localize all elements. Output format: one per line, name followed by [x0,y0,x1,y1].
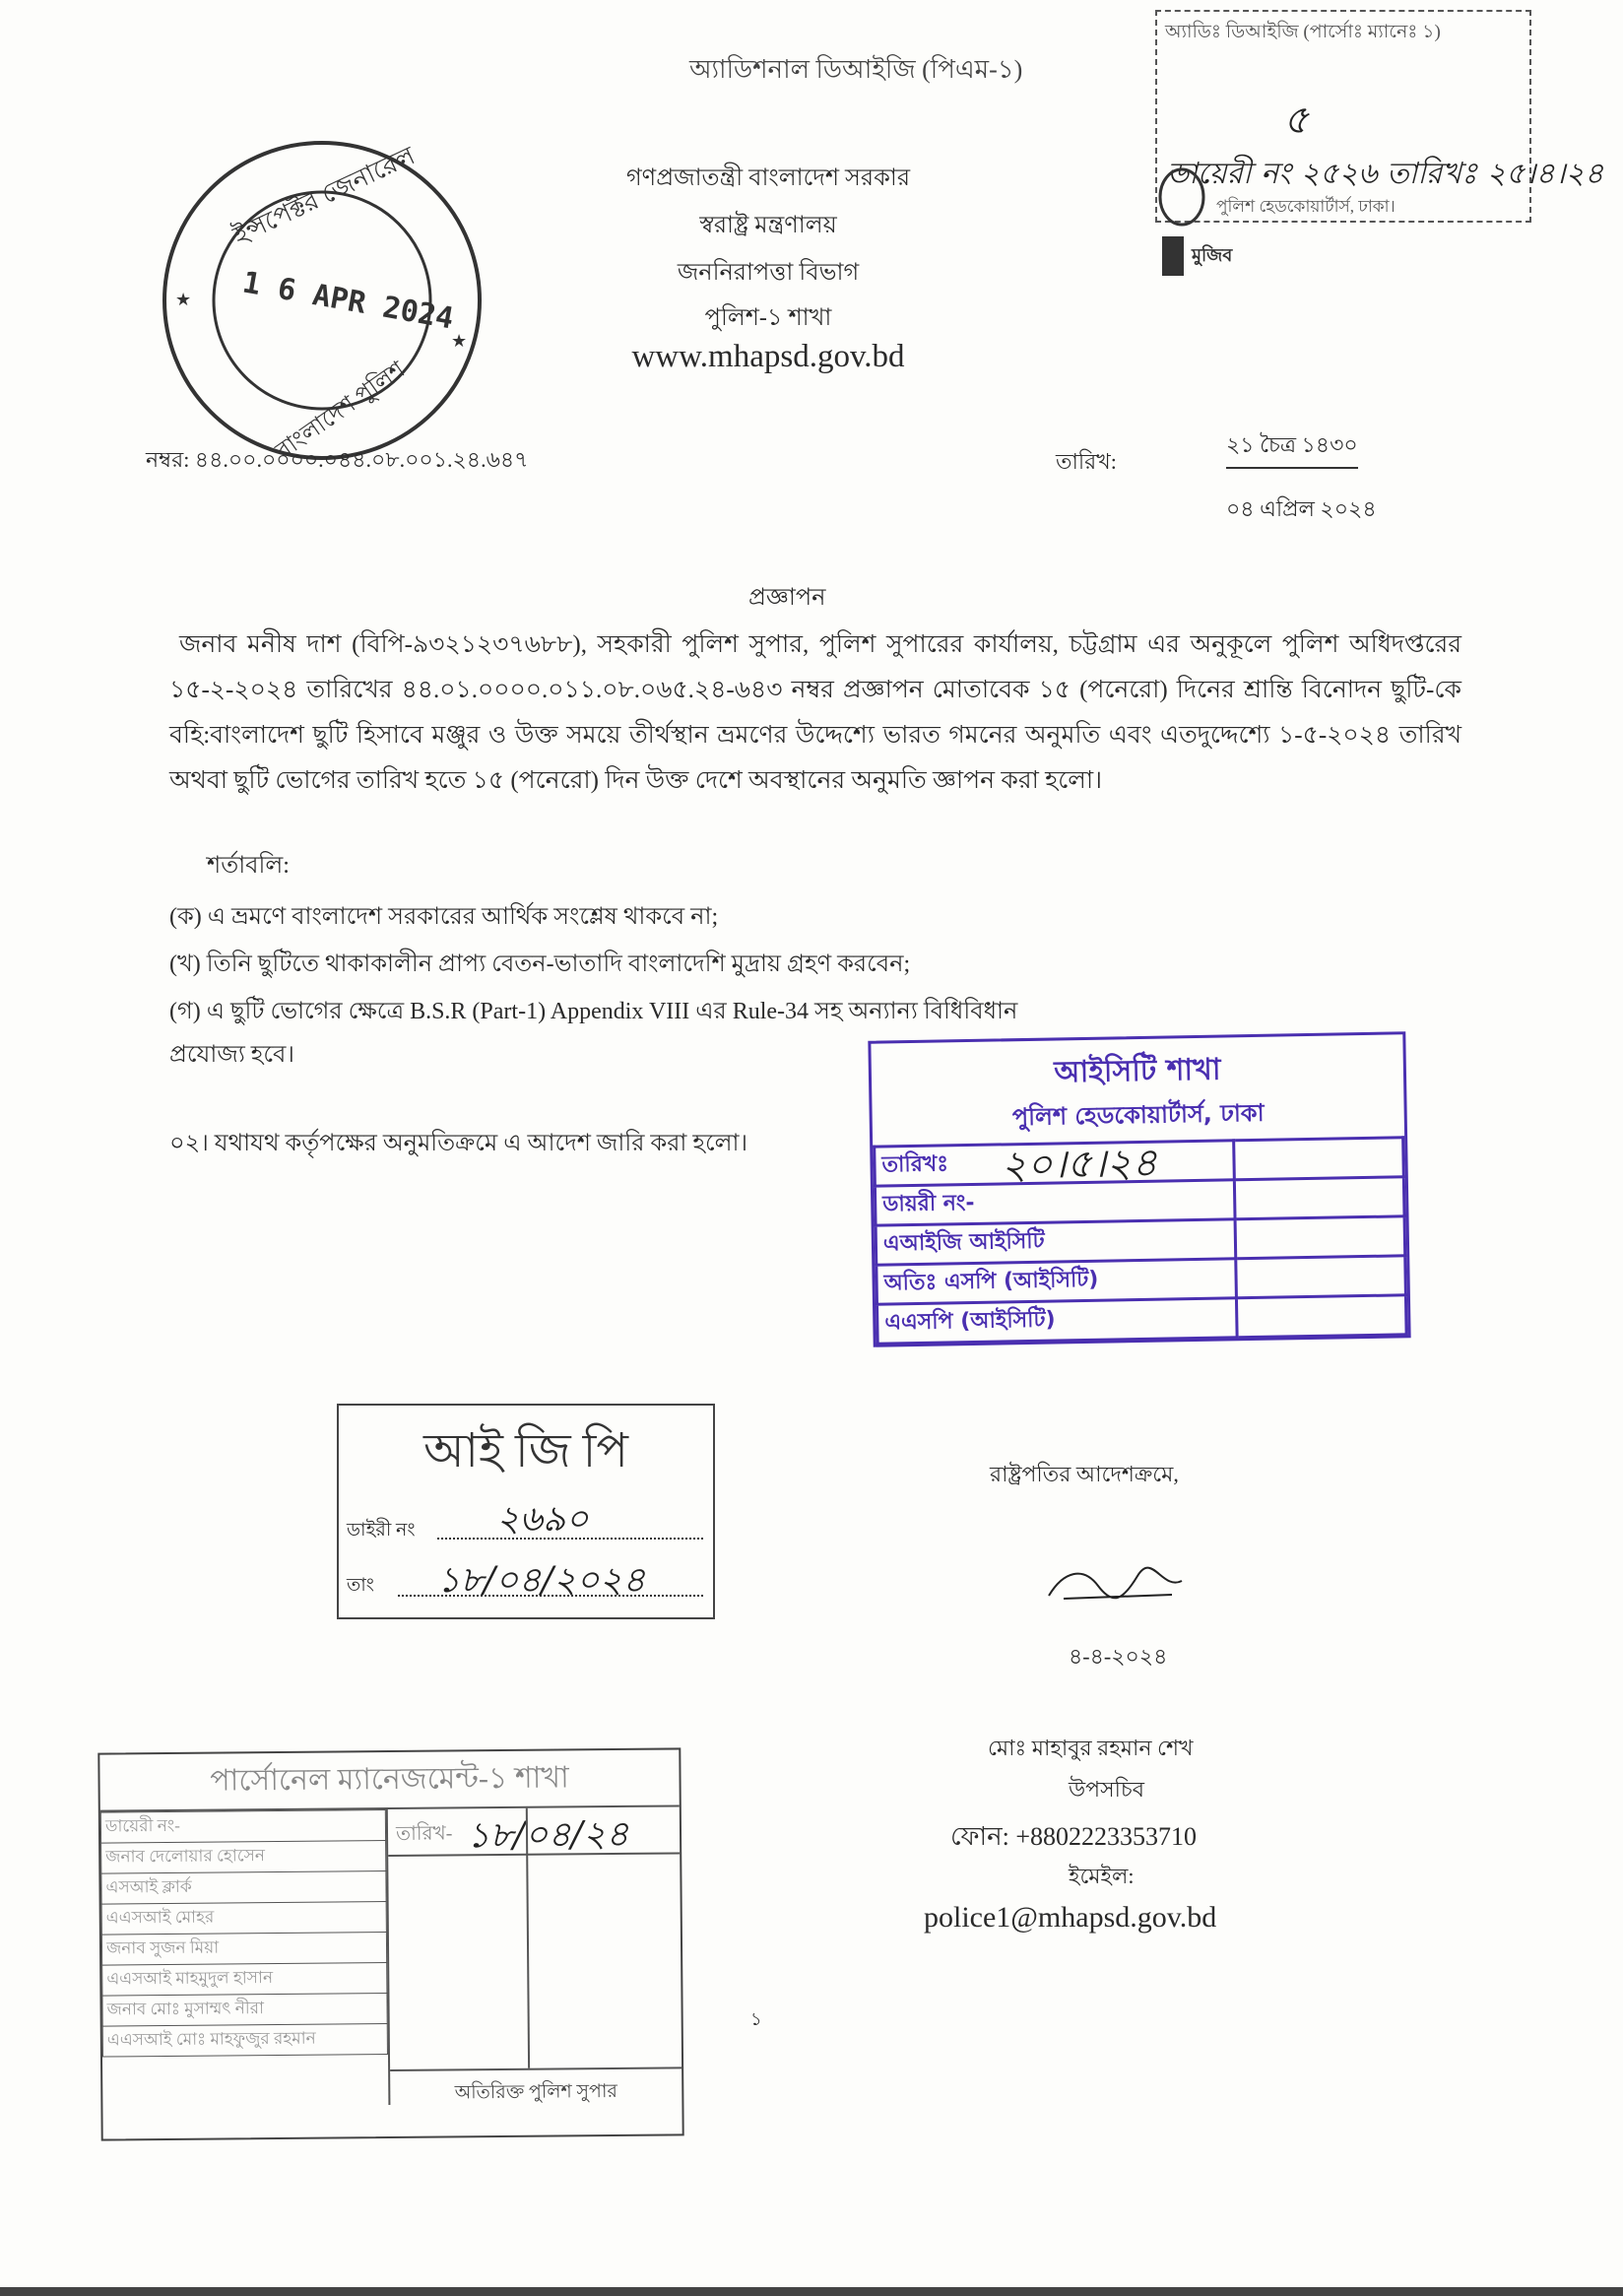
ict-branch-stamp [868,1031,1410,1346]
date-gregorian: ০৪ এপ্রিল ২০২৪ [1226,496,1377,521]
notice-title: প্রজ্ঞাপন [748,585,826,611]
pm-footer: অতিরিক্ত পুলিশ সুপার [454,2081,617,2104]
date-bangla: ২১ চৈত্র ১৪৩০ [1226,428,1358,469]
govt-name: গণপ্রজাতন্ত্রী বাংলাদেশ সরকার [625,165,911,191]
condition-ga-cont: প্রযোজ্য হবে। [169,1042,294,1068]
scan-edge [0,2287,1623,2296]
ict-row-addl-sp: অতিঃ এসপি (আইসিটি) [876,1259,1237,1304]
officer-phone: ফোন: +8802223353710 [950,1822,1197,1851]
personnel-management-stamp [97,1747,683,2140]
ict-row-aig: এআইজি আইসিটি [876,1219,1236,1265]
ict-stamp-subtitle: পুলিশ হেডকোয়ার্টার্স, ঢাকা [1011,1098,1265,1132]
conditions-title: শর্তাবলি: [207,853,290,879]
notice-paragraph: জনাব মনীষ দাশ (বিপি-৯৩২১২৩৭৬৮৮), সহকারী পুলিশ সুপার, পুলিশ সুপারের কার্যালয়, চট্টগ্রাম এর অনুকূলে পুলিশ অধিদপ্তরের ১৫-২-২০২৪ তারিখের ৪৪.০১.০০০০.০১১.০৮.০৬৫.২৪-৬৪৩ নম্বর প্রজ্ঞাপন মোতাবেক ১৫ (পনেরো) দিনের শ্রান্তি বিনোদন ছুটি-কে বহি:বাংলাদেশ ছুটি হিসাবে মঞ্জুর ও উক্ত সময়ে তীর্থস্থান ভ্রমণের উদ্দেশ্যে ভারত গমনের অনুমতি এবং এতদুদ্দেশ্যে ১-৫-২০২৪ তারিখ অথবা ছুটি ভোগের তারিখ হতে ১৫ (পনেরো) দিন উক্ত দেশে অবস্থানের অনুমতি জ্ঞাপন করা হলো। [169,631,1461,794]
pm-stamp-title: পার্সোনেল ম্যানেজমেন্ট-১ শাখা [99,1749,679,1811]
igp-stamp-title: আই জি পি [423,1425,628,1477]
igp-diary-value: ২৬৯০ [496,1499,589,1540]
top-note: অ্যাডিশনাল ডিআইজি (পিএম-১) [689,55,1023,84]
pm-row: জনাব দেলোয়ার হোসেন [101,1841,386,1874]
pm-date-value: ১৮/০৪/২৪ [466,1813,629,1857]
sign-date: ৪-৪-২০২৪ [1069,1644,1168,1669]
pm-row: জনাব সুজন মিয়া [101,1933,386,1966]
officer-email[interactable]: police1@mhapsd.gov.bd [924,1901,1217,1934]
officer-email-label: ইমেইল: [1069,1864,1135,1888]
seal-top-text: ইন্সপেক্টর জেনারেল [228,141,420,250]
ict-handwritten-date: ২০।৫।২৪ [1001,1140,1158,1189]
pm-row: এসআই ক্লার্ক [101,1871,386,1905]
svg-text:★: ★ [451,331,468,351]
received-stamp-diary: ডায়েরী নং ২৫২৬ তারিখঃ ২৫।৪।২৪ [1167,157,1604,191]
officer-name: মোঃ মাহাবুর রহমান শেখ [988,1736,1194,1760]
order-statement: ০২। যথাযথ কর্তৃপক্ষের অনুমতিক্রমে এ আদেশ জারি করা হলো। [169,1131,748,1156]
officer-designation: উপসচিব [1069,1777,1145,1802]
seal-date: 1 6 APR 2024 [239,265,457,337]
seal-bottom-text: বাংলাদেশ পুলিশ [271,357,411,465]
ict-row-diary: ডায়রী নং- [875,1180,1235,1225]
received-stamp-title: অ্যাডিঃ ডিআইজি (পার্সোঃ ম্যানেঃ ১) [1165,22,1441,42]
memo-number: নম্বর: ৪৪.০০.০০০০.০৪৪.০৮.০০১.২৪.৬৪৭ [146,447,529,472]
signature [1044,1561,1192,1615]
ict-stamp-title: আইসিটি শাখা [1053,1052,1221,1090]
received-round-seal [158,136,487,465]
ict-row-asp: এএসপি (আইসিটি) [876,1298,1237,1344]
igp-diary-label: ডাইরী নং [347,1520,416,1541]
page-number: ১ [750,2009,762,2029]
pm-row: এএসআই মোহর [101,1902,386,1935]
division-name: জননিরাপত্তা বিভাগ [677,260,860,286]
pm-diary-label: ডায়েরী নং- [100,1810,385,1844]
condition-ka: (ক) এ ভ্রমণে বাংলাদেশ সরকারের আর্থিক সংশ্লেষ থাকবে না; [169,904,719,930]
igp-date-label: তাং [347,1575,374,1596]
pm-row: এএসআই মোঃ মাহফুজুর রহমান [102,2024,387,2058]
branch-name: পুলিশ-১ শাখা [704,305,832,331]
date-label: তারিখ: [1056,449,1117,474]
received-stamp-office: পুলিশ হেডকোয়ার্টার্স, ঢাকা। [1216,197,1396,216]
website-link[interactable]: www.mhapsd.gov.bd [631,339,905,374]
svg-text:★: ★ [175,290,192,309]
pm-row: এএসআই মাহমুদুল হাসান [102,1963,387,1997]
condition-kha: (খ) তিনি ছুটিতে থাকাকালীন প্রাপ্য বেতন-ভাতাদি বাংলাদেশি মুদ্রায় গ্রহণ করবেন; [169,951,911,977]
ministry-name: স্বরাষ্ট্র মন্ত্রণালয় [699,213,837,238]
igp-date-value: ১৮/০৪/২০২৪ [437,1560,646,1601]
igp-stamp [337,1404,715,1619]
svg-text:মুজিব: মুজিব [1192,245,1233,265]
pm-date-label: তারিখ- [395,1822,453,1845]
ict-row-date: তারিখঃ [875,1141,1235,1186]
by-order-text: রাষ্ট্রপতির আদেশক্রমে, [990,1462,1179,1486]
portrait-logo [1142,167,1300,286]
received-stamp-mark: ৫ [1283,98,1309,143]
condition-ga: (গ) এ ছুটি ভোগের ক্ষেত্রে B.S.R (Part-1) Appendix VIII এর Rule-34 সহ অন্যান্য বিধিবিধান [169,999,1018,1024]
pm-row: জনাব মোঃ মুসাম্মৎ নীরা [102,1994,387,2027]
